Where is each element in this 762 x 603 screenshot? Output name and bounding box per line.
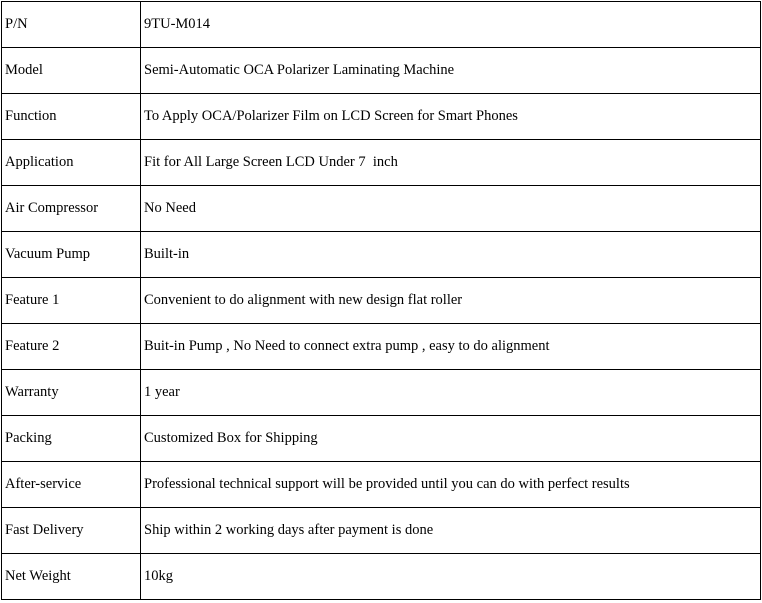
spec-label: Model: [2, 48, 141, 94]
table-row: [2, 278, 761, 324]
spec-label: Feature 1: [2, 278, 141, 324]
table-row: [2, 232, 761, 278]
spec-label: Air Compressor: [2, 186, 141, 232]
table-row: [2, 324, 761, 370]
spec-label: P/N: [2, 2, 141, 48]
spec-label: Warranty: [2, 370, 141, 416]
table-row: [2, 554, 761, 600]
spec-value: No Need: [141, 186, 761, 232]
spec-value: Fit for All Large Screen LCD Under 7 inch: [141, 140, 761, 186]
table-row: [2, 140, 761, 186]
spec-label: Application: [2, 140, 141, 186]
spec-label: Packing: [2, 416, 141, 462]
table-row: [2, 94, 761, 140]
spec-label: Function: [2, 94, 141, 140]
spec-value: 1 year: [141, 370, 761, 416]
spec-value: Semi-Automatic OCA Polarizer Laminating Machine: [141, 48, 761, 94]
table-row: [2, 186, 761, 232]
table-row: [2, 462, 761, 508]
table-row: [2, 48, 761, 94]
spec-value: Professional technical support will be provided until you can do with perfect results: [141, 462, 761, 508]
spec-value: Built-in: [141, 232, 761, 278]
table-row: [2, 370, 761, 416]
spec-value: Buit-in Pump , No Need to connect extra pump , easy to do alignment: [141, 324, 761, 370]
spec-label: Vacuum Pump: [2, 232, 141, 278]
spec-label: After-service: [2, 462, 141, 508]
spec-label: Fast Delivery: [2, 508, 141, 554]
spec-value: Customized Box for Shipping: [141, 416, 761, 462]
spec-value: 9TU-M014: [141, 2, 761, 48]
table-row: [2, 416, 761, 462]
spec-value: Ship within 2 working days after payment is done: [141, 508, 761, 554]
spec-value: 10kg: [141, 554, 761, 600]
spec-label: Net Weight: [2, 554, 141, 600]
spec-value: To Apply OCA/Polarizer Film on LCD Screen for Smart Phones: [141, 94, 761, 140]
spec-label: Feature 2: [2, 324, 141, 370]
table-row: [2, 2, 761, 48]
spec-table: [1, 1, 761, 600]
spec-value: Convenient to do alignment with new design flat roller: [141, 278, 761, 324]
table-row: [2, 508, 761, 554]
